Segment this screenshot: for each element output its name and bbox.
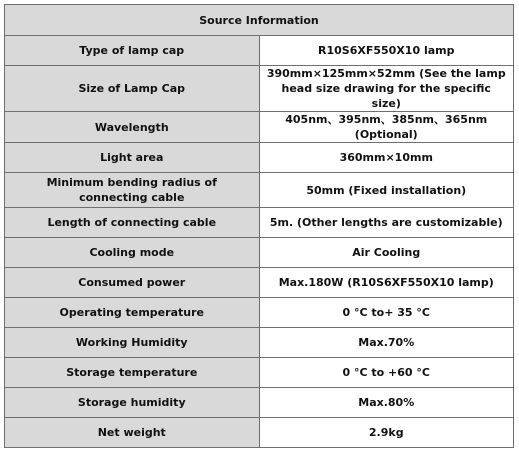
row-label: Light area (5, 143, 260, 173)
source-information-table (4, 4, 514, 448)
table-row (5, 173, 514, 208)
spec-table-container (4, 4, 514, 448)
row-value: Max.180W (R10S6XF550X10 lamp) (259, 268, 514, 298)
row-label: Wavelength (5, 112, 260, 143)
row-value: 5m. (Other lengths are customizable) (259, 208, 514, 238)
row-value: Max.80% (259, 388, 514, 418)
table-row (5, 418, 514, 448)
row-value: 0 °C to+ 35 °C (259, 298, 514, 328)
row-value: 2.9kg (259, 418, 514, 448)
row-label: Operating temperature (5, 298, 260, 328)
table-row (5, 143, 514, 173)
row-value: 0 °C to +60 °C (259, 358, 514, 388)
row-value: 390mm×125mm×52mm (See the lamp head size drawing for the specific size) (259, 66, 514, 112)
table-row (5, 268, 514, 298)
row-label: Type of lamp cap (5, 36, 260, 66)
table-row (5, 36, 514, 66)
row-label: Size of Lamp Cap (5, 66, 260, 112)
row-value: 50mm (Fixed installation) (259, 173, 514, 208)
table-row (5, 328, 514, 358)
row-label: Length of connecting cable (5, 208, 260, 238)
table-row (5, 358, 514, 388)
table-row (5, 66, 514, 112)
table-row (5, 238, 514, 268)
row-value: 360mm×10mm (259, 143, 514, 173)
row-value: R10S6XF550X10 lamp (259, 36, 514, 66)
table-row (5, 388, 514, 418)
row-label: Net weight (5, 418, 260, 448)
table-row (5, 208, 514, 238)
row-label: Cooling mode (5, 238, 260, 268)
table-title-row (5, 5, 514, 36)
row-value: 405nm、395nm、385nm、365nm (Optional) (259, 112, 514, 143)
row-value: Max.70% (259, 328, 514, 358)
table-row (5, 112, 514, 143)
row-label: Working Humidity (5, 328, 260, 358)
row-label: Consumed power (5, 268, 260, 298)
table-row (5, 298, 514, 328)
row-label: Storage humidity (5, 388, 260, 418)
table-title: Source Information (5, 5, 514, 36)
row-label: Minimum bending radius of connecting cable (5, 173, 260, 208)
row-label: Storage temperature (5, 358, 260, 388)
row-value: Air Cooling (259, 238, 514, 268)
